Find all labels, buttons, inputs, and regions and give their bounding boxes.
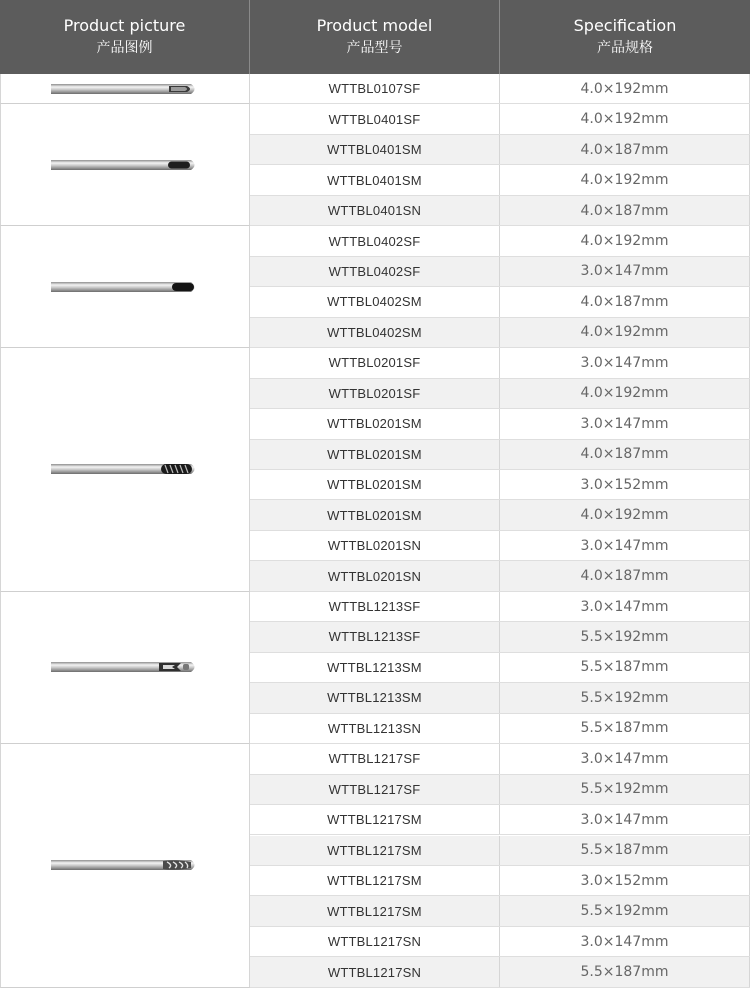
product-picture-cell	[0, 744, 250, 988]
table-row	[250, 165, 750, 195]
product-model-cell: WTTBL1217SM	[250, 896, 500, 925]
header-specification-en: Specification	[573, 16, 677, 35]
table-row	[250, 866, 750, 896]
specification-cell: 3.0×147mm	[500, 927, 750, 956]
product-model-cell: WTTBL1217SN	[250, 927, 500, 956]
product-model-cell: WTTBL0201SM	[250, 409, 500, 438]
header-specification-zh: 产品规格	[597, 40, 653, 56]
specification-cell: 5.5×192mm	[500, 683, 750, 712]
specification-cell: 5.5×192mm	[500, 896, 750, 925]
product-model-cell: WTTBL0402SF	[250, 257, 500, 286]
table-row	[250, 836, 750, 866]
product-model-cell: WTTBL0201SN	[250, 531, 500, 560]
table-row	[250, 226, 750, 256]
probe-beveled-window-icon	[51, 77, 199, 101]
table-row	[250, 348, 750, 378]
header-specification	[500, 0, 750, 74]
product-picture-cell	[0, 104, 250, 226]
specification-cell: 4.0×187mm	[500, 440, 750, 469]
table-row	[250, 470, 750, 500]
table-row	[250, 196, 750, 226]
table-row	[250, 927, 750, 957]
header-product-model-zh: 产品型号	[346, 40, 403, 56]
product-model-cell: WTTBL1213SF	[250, 622, 500, 651]
product-model-cell: WTTBL1217SM	[250, 866, 500, 895]
specification-cell: 4.0×192mm	[500, 500, 750, 529]
product-picture-cell	[0, 74, 250, 104]
header-product-picture-en: Product picture	[63, 16, 186, 35]
specification-cell: 5.5×187mm	[500, 653, 750, 682]
specification-cell: 3.0×147mm	[500, 531, 750, 560]
table-row	[250, 653, 750, 683]
product-model-cell: WTTBL1217SM	[250, 805, 500, 834]
specification-cell: 5.5×187mm	[500, 836, 750, 865]
specification-cell: 4.0×187mm	[500, 135, 750, 164]
product-model-cell: WTTBL1213SM	[250, 653, 500, 682]
product-model-cell: WTTBL1217SF	[250, 775, 500, 804]
product-model-cell: WTTBL0401SM	[250, 135, 500, 164]
specification-cell: 3.0×147mm	[500, 348, 750, 377]
table-row	[250, 957, 750, 987]
product-picture-cell	[0, 592, 250, 744]
product-model-cell: WTTBL0201SF	[250, 348, 500, 377]
table-row	[250, 561, 750, 591]
specification-cell: 3.0×147mm	[500, 257, 750, 286]
table-row	[250, 440, 750, 470]
table-row	[250, 896, 750, 926]
table-row	[250, 257, 750, 287]
product-model-cell: WTTBL1217SN	[250, 957, 500, 986]
specification-cell: 4.0×192mm	[500, 74, 750, 103]
specification-cell: 3.0×152mm	[500, 866, 750, 895]
specification-cell: 5.5×187mm	[500, 957, 750, 986]
specification-cell: 3.0×152mm	[500, 470, 750, 499]
product-model-cell: WTTBL0201SM	[250, 470, 500, 499]
specification-cell: 5.5×192mm	[500, 622, 750, 651]
specification-cell: 4.0×187mm	[500, 196, 750, 225]
specification-cell: 4.0×187mm	[500, 287, 750, 316]
header-product-picture-zh: 产品图例	[96, 40, 153, 56]
product-model-cell: WTTBL0402SF	[250, 226, 500, 255]
product-model-cell: WTTBL1213SF	[250, 592, 500, 621]
product-model-cell: WTTBL0401SN	[250, 196, 500, 225]
probe-side-cut-icon	[51, 655, 199, 679]
specification-cell: 3.0×147mm	[500, 744, 750, 773]
specification-cell: 3.0×147mm	[500, 409, 750, 438]
product-picture-cell	[0, 226, 250, 348]
table-row	[250, 775, 750, 805]
table-row	[250, 622, 750, 652]
header-product-model-en: Product model	[316, 16, 433, 35]
specification-cell: 4.0×192mm	[500, 165, 750, 194]
specification-cell: 5.5×192mm	[500, 775, 750, 804]
header-product-picture	[0, 0, 250, 74]
specification-cell: 4.0×187mm	[500, 561, 750, 590]
table-row	[250, 74, 750, 104]
specification-cell: 3.0×147mm	[500, 592, 750, 621]
product-model-cell: WTTBL0201SM	[250, 500, 500, 529]
product-model-cell: WTTBL0107SF	[250, 74, 500, 103]
probe-multi-hole-icon	[51, 457, 199, 481]
table-row	[250, 409, 750, 439]
table-row	[250, 805, 750, 835]
table-row	[250, 714, 750, 744]
probe-round-slot-icon	[51, 275, 199, 299]
probe-spiral-cut-icon	[51, 853, 199, 877]
table-row	[250, 683, 750, 713]
specification-cell: 4.0×192mm	[500, 104, 750, 133]
specification-cell: 4.0×192mm	[500, 318, 750, 347]
product-model-cell: WTTBL0201SF	[250, 379, 500, 408]
specification-cell: 4.0×192mm	[500, 226, 750, 255]
product-model-cell: WTTBL1217SF	[250, 744, 500, 773]
product-model-cell: WTTBL0402SM	[250, 287, 500, 316]
product-model-cell: WTTBL0201SM	[250, 440, 500, 469]
product-picture-cell	[0, 348, 250, 592]
table-row	[250, 379, 750, 409]
probe-single-slot-icon	[51, 153, 199, 177]
product-model-cell: WTTBL0401SF	[250, 104, 500, 133]
product-model-cell: WTTBL1213SM	[250, 683, 500, 712]
header-product-model	[250, 0, 500, 74]
specification-cell: 3.0×147mm	[500, 805, 750, 834]
specification-cell: 4.0×192mm	[500, 379, 750, 408]
table-row	[250, 500, 750, 530]
table-row	[250, 135, 750, 165]
table-row	[250, 318, 750, 348]
table-row	[250, 592, 750, 622]
product-model-cell: WTTBL1213SN	[250, 714, 500, 743]
table-row	[250, 744, 750, 774]
table-row	[250, 287, 750, 317]
product-model-cell: WTTBL0402SM	[250, 318, 500, 347]
table-header	[0, 0, 750, 74]
product-model-cell: WTTBL0401SM	[250, 165, 500, 194]
table-row	[250, 104, 750, 134]
table-row	[250, 531, 750, 561]
product-model-cell: WTTBL1217SM	[250, 836, 500, 865]
specification-cell: 5.5×187mm	[500, 714, 750, 743]
product-model-cell: WTTBL0201SN	[250, 561, 500, 590]
